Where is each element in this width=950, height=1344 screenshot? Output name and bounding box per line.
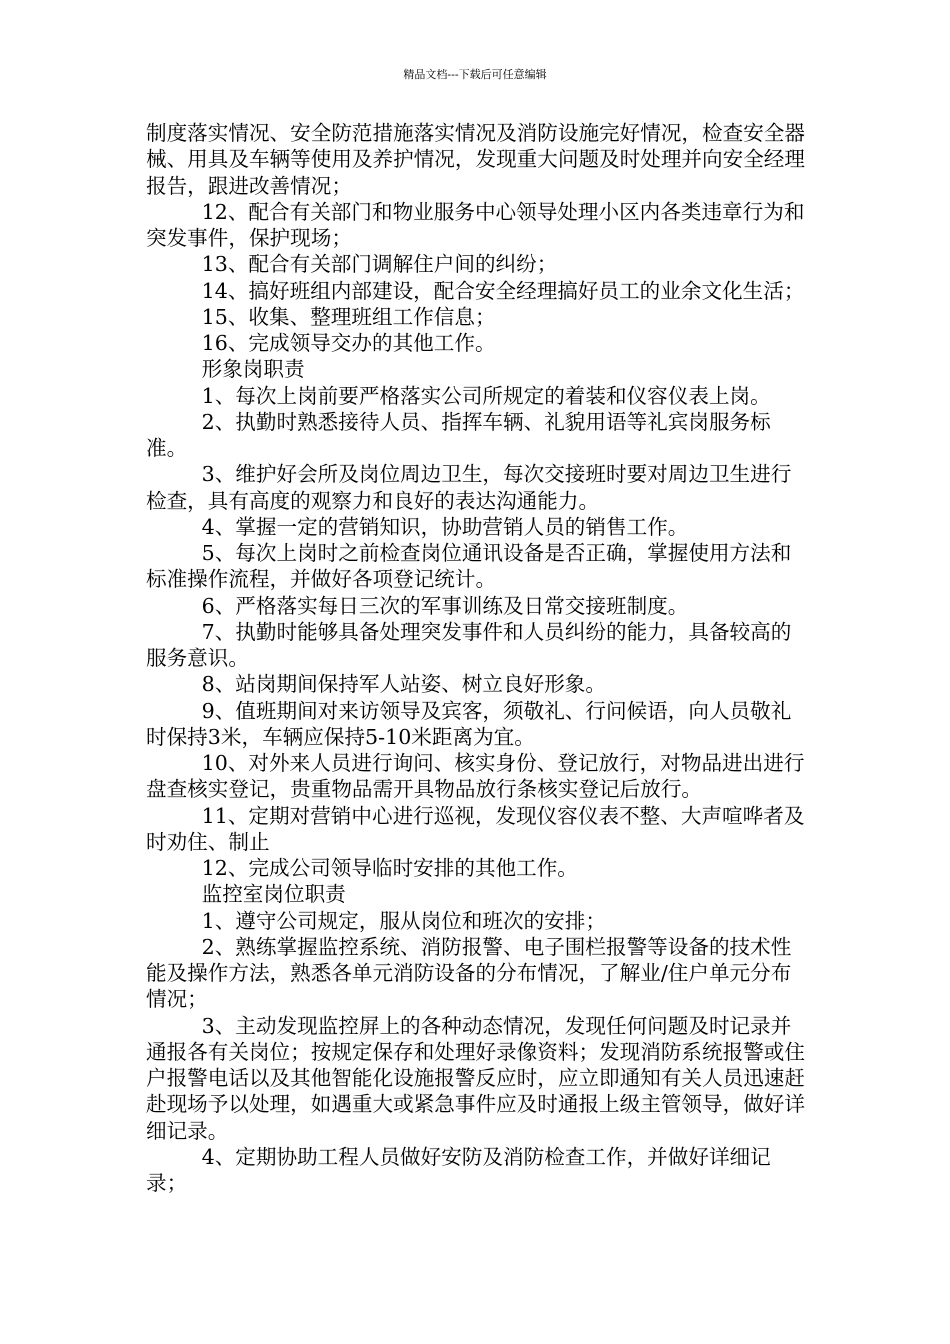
paragraph: 14、搞好班组内部建设，配合安全经理搞好员工的业余文化生活； xyxy=(201,278,805,303)
paragraph: 12、配合有关部门和物业服务中心领导处理小区内各类违章行为和突发事件，保护现场； xyxy=(146,199,805,250)
paragraph: 1、遵守公司规定，服从岗位和班次的安排； xyxy=(201,908,606,933)
paragraph: 4、定期协助工程人员做好安防及消防检查工作，并做好详细记录； xyxy=(146,1144,771,1195)
paragraph: 10、对外来人员进行询问、核实身份、登记放行，对物品进出进行盘查核实登记，贵重物品需开具物品放行条核实登记后放行。 xyxy=(146,751,805,802)
paragraph: 6、严格落实每日三次的军事训练及日常交接班制度。 xyxy=(201,593,689,618)
paragraph: 4、掌握一定的营销知识，协助营销人员的销售工作。 xyxy=(201,514,689,539)
paragraph: 8、站岗期间保持军人站姿、树立良好形象。 xyxy=(201,672,606,697)
paragraph: 2、执勤时熟悉接待人员、指挥车辆、礼貌用语等礼宾岗服务标准。 xyxy=(146,409,771,460)
paragraph: 3、维护好会所及岗位周边卫生，每次交接班时要对周边卫生进行检查，具有高度的观察力和良好的表达沟通能力。 xyxy=(146,462,792,513)
paragraph: 形象岗职责 xyxy=(201,357,305,382)
paragraph: 16、完成领导交办的其他工作。 xyxy=(201,331,496,355)
paragraph: 11、定期对营销中心进行巡视，发现仪容仪表不整、大声喧哗者及时劝住、制止 xyxy=(146,803,805,854)
paragraph: 3、主动发现监控屏上的各种动态情况，发现任何问题及时记录并通报各有关岗位；按规定保存和处理好录像资料；发现消防系统报警或住户报警电话以及其他智能化设施报警反应时，应立即通知有关人员迅速赶赴现场予以处理，如遇重大或紧急事件应及时通报上级主管领导，做好详细记录。 xyxy=(146,1013,805,1143)
page-header: 精品文档---下载后可任意编辑 xyxy=(403,68,547,81)
paragraph: 15、收集、整理班组工作信息； xyxy=(201,304,496,329)
paragraph: 监控室岗位职责 xyxy=(201,882,346,907)
paragraph: 12、完成公司领导临时安排的其他工作。 xyxy=(201,856,578,880)
paragraph: 5、每次上岗时之前检查岗位通讯设备是否正确，掌握使用方法和标准操作流程，并做好各项登记统计。 xyxy=(146,541,792,592)
paragraph: 1、每次上岗前要严格落实公司所规定的着装和仪容仪表上岗。 xyxy=(201,383,771,408)
paragraph: 制度落实情况、安全防范措施落实情况及消防设施完好情况，检查安全器械、用具及车辆等使用及养护情况，发现重大问题及时处理并向安全经理报告，跟进改善情况； xyxy=(146,121,805,198)
document-body xyxy=(146,120,810,1196)
paragraph: 9、值班期间对来访领导及宾客，须敬礼、行问候语，向人员敬礼时保持3米，车辆应保持5-10米距离为宜。 xyxy=(146,698,792,749)
paragraph: 2、熟练掌握监控系统、消防报警、电子围栏报警等设备的技术性能及操作方法，熟悉各单元消防设备的分布情况，了解业/住户单元分布情况； xyxy=(146,934,792,1012)
paragraph: 13、配合有关部门调解住户间的纠纷； xyxy=(201,252,558,277)
paragraph: 7、执勤时能够具备处理突发事件和人员纠纷的能力，具备较高的服务意识。 xyxy=(146,619,792,670)
